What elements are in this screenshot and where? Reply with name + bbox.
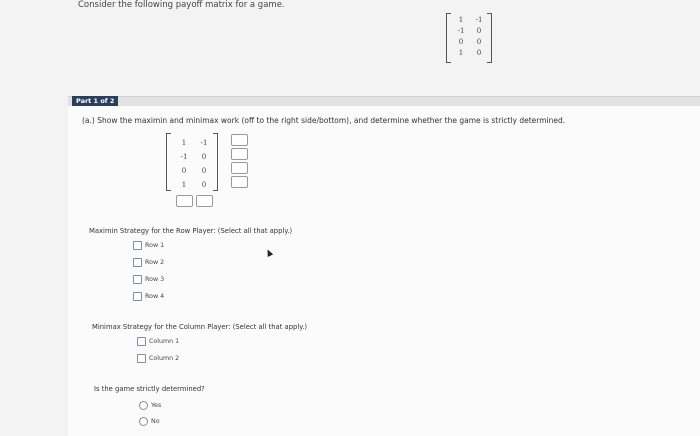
matrix-cell: 0: [476, 38, 482, 46]
work-matrix-cell: 0: [201, 181, 207, 189]
column-2-option[interactable]: [137, 354, 179, 363]
column-1-checkbox[interactable]: [137, 337, 146, 346]
column-1-option[interactable]: [137, 337, 179, 346]
matrix-cell: 0: [476, 49, 482, 57]
column-2-label: Column 2: [149, 355, 180, 362]
row-min-input-4[interactable]: [231, 176, 248, 188]
column-2-checkbox[interactable]: [137, 354, 146, 363]
matrix-cell: -1: [457, 27, 465, 35]
row-1-checkbox[interactable]: [133, 241, 142, 250]
yes-label: Yes: [151, 402, 162, 409]
problem-prompt: Consider the following payoff matrix for a game.: [78, 0, 285, 10]
minimax-label: Minimax Strategy for the Column Player: (Select all that apply.): [92, 323, 308, 331]
no-label: No: [151, 418, 160, 425]
row-min-input-1[interactable]: [231, 134, 248, 146]
row-min-input-3[interactable]: [231, 162, 248, 174]
matrix-cell: -1: [475, 16, 483, 24]
work-matrix-cell: 1: [181, 181, 187, 189]
matrix-cell: 1: [458, 16, 464, 24]
work-matrix-cell: 0: [201, 167, 207, 175]
work-matrix: [166, 133, 218, 191]
matrix-cell: 0: [458, 38, 464, 46]
work-matrix-cell: -1: [180, 153, 188, 161]
col-max-input-2[interactable]: [196, 195, 213, 207]
row-3-checkbox[interactable]: [133, 275, 142, 284]
row-1-option[interactable]: [133, 241, 164, 250]
work-matrix-cell: 0: [181, 167, 187, 175]
row-3-label: Row 3: [145, 276, 165, 283]
row-2-label: Row 2: [145, 259, 165, 266]
matrix-cell: 1: [458, 49, 464, 57]
col-max-input-1[interactable]: [176, 195, 193, 207]
row-2-option[interactable]: [133, 258, 164, 267]
question-text: (a.) Show the maximin and minimax work (off to the right side/bottom), and determine whether the game is strictly determined.: [82, 116, 566, 125]
row-2-checkbox[interactable]: [133, 258, 142, 267]
matrix-left-bracket: [446, 13, 451, 63]
work-matrix-cell: 0: [201, 153, 207, 161]
work-matrix-left-bracket: [166, 133, 171, 191]
row-3-option[interactable]: [133, 275, 164, 284]
column-1-label: Column 1: [149, 338, 180, 345]
part-header-bar: [68, 96, 700, 106]
maximin-label: Maximin Strategy for the Row Player: (Select all that apply.): [89, 227, 293, 235]
row-4-checkbox[interactable]: [133, 292, 142, 301]
yes-radio[interactable]: [139, 401, 148, 410]
row-4-option[interactable]: [133, 292, 164, 301]
no-radio[interactable]: [139, 417, 148, 426]
row-4-label: Row 4: [145, 293, 165, 300]
determined-label: Is the game strictly determined?: [94, 385, 205, 393]
no-option[interactable]: [139, 417, 160, 426]
matrix-cell: 0: [476, 27, 482, 35]
part-badge: Part 1 of 2: [72, 96, 118, 106]
work-matrix-cell: 1: [181, 139, 187, 147]
payoff-matrix: [446, 13, 492, 63]
work-matrix-cell: -1: [200, 139, 208, 147]
row-min-input-2[interactable]: [231, 148, 248, 160]
yes-option[interactable]: [139, 401, 161, 410]
row-1-label: Row 1: [145, 242, 165, 249]
